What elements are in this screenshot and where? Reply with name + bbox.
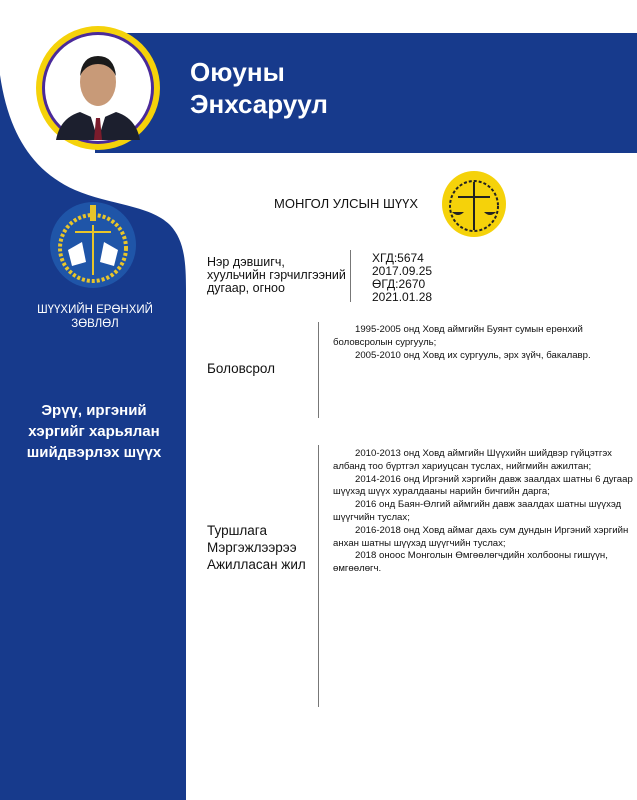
council-name: ШҮҮХИЙН ЕРӨНХИЙ ЗӨВЛӨЛ xyxy=(37,304,153,330)
experience-item: 2016-2018 онд Ховд аймаг дахь сум дундын Иргэний хэргийн анхан шатны шүүхэд шүүгчийн туслах; xyxy=(333,524,629,549)
value: 2021.01.28 xyxy=(372,290,433,304)
education-list xyxy=(333,323,623,362)
experience-list xyxy=(333,448,633,576)
last-name: Энхсаруул xyxy=(190,89,328,119)
value: ӨГД:2670 xyxy=(372,277,426,291)
label-line: Ажилласан жил xyxy=(207,557,306,572)
court-emblem xyxy=(442,171,506,237)
experience-label xyxy=(207,522,306,573)
council-emblem xyxy=(50,202,136,288)
label-line: Мэргэжлээрээ xyxy=(207,540,297,555)
divider xyxy=(318,445,319,707)
court-type: Эрүү, иргэний хэргийг харьялан шийдвэрлэх шүүх xyxy=(26,402,162,461)
experience-item: 2018 оноос Монголын Өмгөөлөгчдийн холбооны гишүүн, өмгөөлөгч. xyxy=(333,550,608,575)
education-item: 1995-2005 онд Ховд аймгийн Буянт сумын ерөнхий боловсролын сургууль; xyxy=(333,324,583,348)
value: 2017.09.25 xyxy=(372,264,433,278)
court-title: МОНГОЛ УЛСЫН ШҮҮХ xyxy=(274,196,419,211)
value: ХГД:5674 xyxy=(372,251,424,265)
header-band xyxy=(95,33,637,153)
profile-photo xyxy=(36,26,160,150)
person-name xyxy=(190,56,328,120)
education-label: Боловсрол xyxy=(207,361,275,376)
nomination-label: Нэр дэвшигч, хуульчийн гэрчилгээний дугаар, огноо xyxy=(207,255,346,295)
experience-item: 2016 онд Баян-Өлгий аймгийн давж заалдах шатны шүүхэд шүүгчийн туслах; xyxy=(333,499,622,523)
experience-item: 2014-2016 онд Иргэний хэргийн давж заалдах шатны 6 дугаар шүүхэд шүүх хуралдааны нарийн бичгийн дарга; xyxy=(333,473,633,498)
nomination-values xyxy=(372,252,432,304)
education-item: 2005-2010 онд Ховд их сургууль, эрх зүйч, бакалавр. xyxy=(355,350,591,361)
divider xyxy=(318,322,319,418)
experience-item: 2010-2013 онд Ховд аймгийн Шүүхийн шийдвэр гүйцэтгэх албанд тоо бүртгэл хариуцсан туслах, нийгмийн ажилтан; xyxy=(333,448,612,472)
divider xyxy=(350,250,351,302)
label-line: Туршлага xyxy=(207,523,267,538)
first-name: Оюуны xyxy=(190,57,285,87)
